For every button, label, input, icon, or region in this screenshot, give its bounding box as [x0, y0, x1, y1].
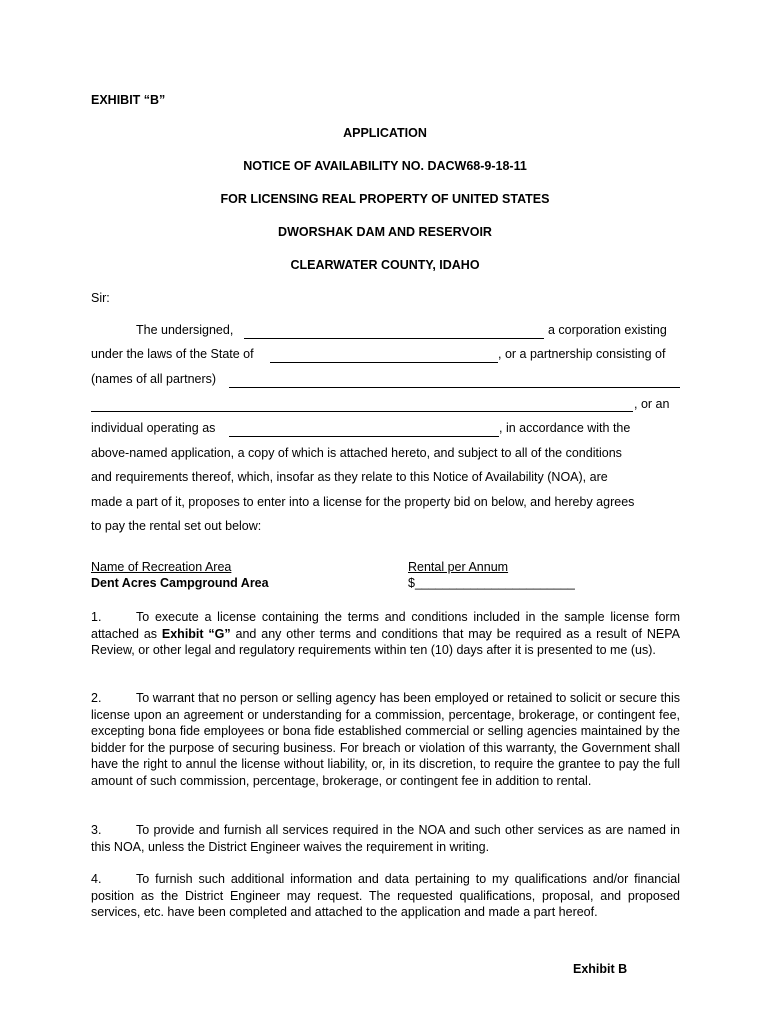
item-number: 3. [91, 823, 102, 837]
corporation-name-field[interactable] [244, 338, 544, 339]
form-text-line: above-named application, a copy of which is attached hereto, and subject to all of the conditions [91, 446, 622, 460]
item-text: To warrant that no person or selling agency has been employed or retained to solicit or secure this license upon an agreement or understanding for a commission, percentage, brokerage, or contingent fee, excepting bona fide employees or bona fide established commercial or selling agencies maintained by the bidder for the purpose of securing business. For breach or violation of this warranty, the Government shall have the right to annul the license without liability, or, in its discretion, to require the grantee to pay the full amount of such commission, percentage, brokerage, or contingent fee in addition to rental. [91, 691, 680, 788]
form-text-line: to pay the rental set out below: [91, 519, 262, 533]
partners-field[interactable] [229, 387, 680, 388]
corporation-suffix: a corporation existing [548, 323, 667, 337]
item-emphasis: Exhibit “G” [161, 626, 231, 641]
list-item [91, 822, 680, 855]
state-label: under the laws of the State of [91, 347, 254, 361]
footer-exhibit-label: Exhibit B [573, 962, 628, 976]
individual-name-field[interactable] [229, 436, 499, 437]
form-text-line: made a part of it, proposes to enter into a license for the property bid on below, and hereby agrees [91, 495, 635, 509]
or-an-text: , or an [634, 397, 670, 411]
list-item [91, 871, 680, 921]
item-text: To furnish such additional information and data pertaining to my qualifications and/or financial position as the District Engineer may request. The requested qualifications, proposal, and proposed services, etc. have been completed and attached to the application and made a part hereof. [91, 872, 680, 919]
item-number: 4. [91, 872, 102, 886]
accordance-suffix: , in accordance with the [499, 421, 631, 435]
item-text: and any other terms and conditions that may be required as a result of NEPA Review, or other legal and regulatory requirements within ten (10) days after it is presented to me (us). [91, 626, 680, 657]
partners-field-continued[interactable] [91, 411, 633, 412]
exhibit-label: EXHIBIT “B” [91, 93, 166, 107]
area-header: Name of Recreation Area [91, 560, 232, 574]
list-item [91, 609, 680, 659]
rental-header: Rental per Annum [408, 560, 509, 574]
item-text: To execute a license containing the terms and conditions included in the sample license form attached as [91, 610, 680, 641]
salutation: Sir: [91, 291, 110, 305]
item-text: To provide and furnish all services required in the NOA and such other services as are named in this NOA, unless the District Engineer waives the requirement in writing. [91, 823, 680, 854]
form-text-line: and requirements thereof, which, insofar as they relate to this Notice of Availability (NOA), are [91, 470, 608, 484]
licensing-purpose: FOR LICENSING REAL PROPERTY OF UNITED STATES [220, 192, 550, 206]
undersigned-label: The undersigned, [136, 323, 234, 337]
item-number: 1. [91, 610, 102, 624]
notice-number: NOTICE OF AVAILABILITY NO. DACW68-9-18-11 [243, 159, 527, 173]
page-title: APPLICATION [343, 126, 427, 140]
individual-label: individual operating as [91, 421, 216, 435]
state-field[interactable] [270, 362, 498, 363]
item-number: 2. [91, 691, 102, 705]
list-item [91, 690, 680, 789]
partners-label: (names of all partners) [91, 372, 217, 386]
area-name: Dent Acres Campground Area [91, 576, 269, 590]
dam-location: DWORSHAK DAM AND RESERVOIR [278, 225, 492, 239]
county-location: CLEARWATER COUNTY, IDAHO [290, 258, 480, 272]
partnership-suffix: , or a partnership consisting of [498, 347, 666, 361]
rental-amount-field[interactable]: $_______________________ [408, 576, 575, 590]
